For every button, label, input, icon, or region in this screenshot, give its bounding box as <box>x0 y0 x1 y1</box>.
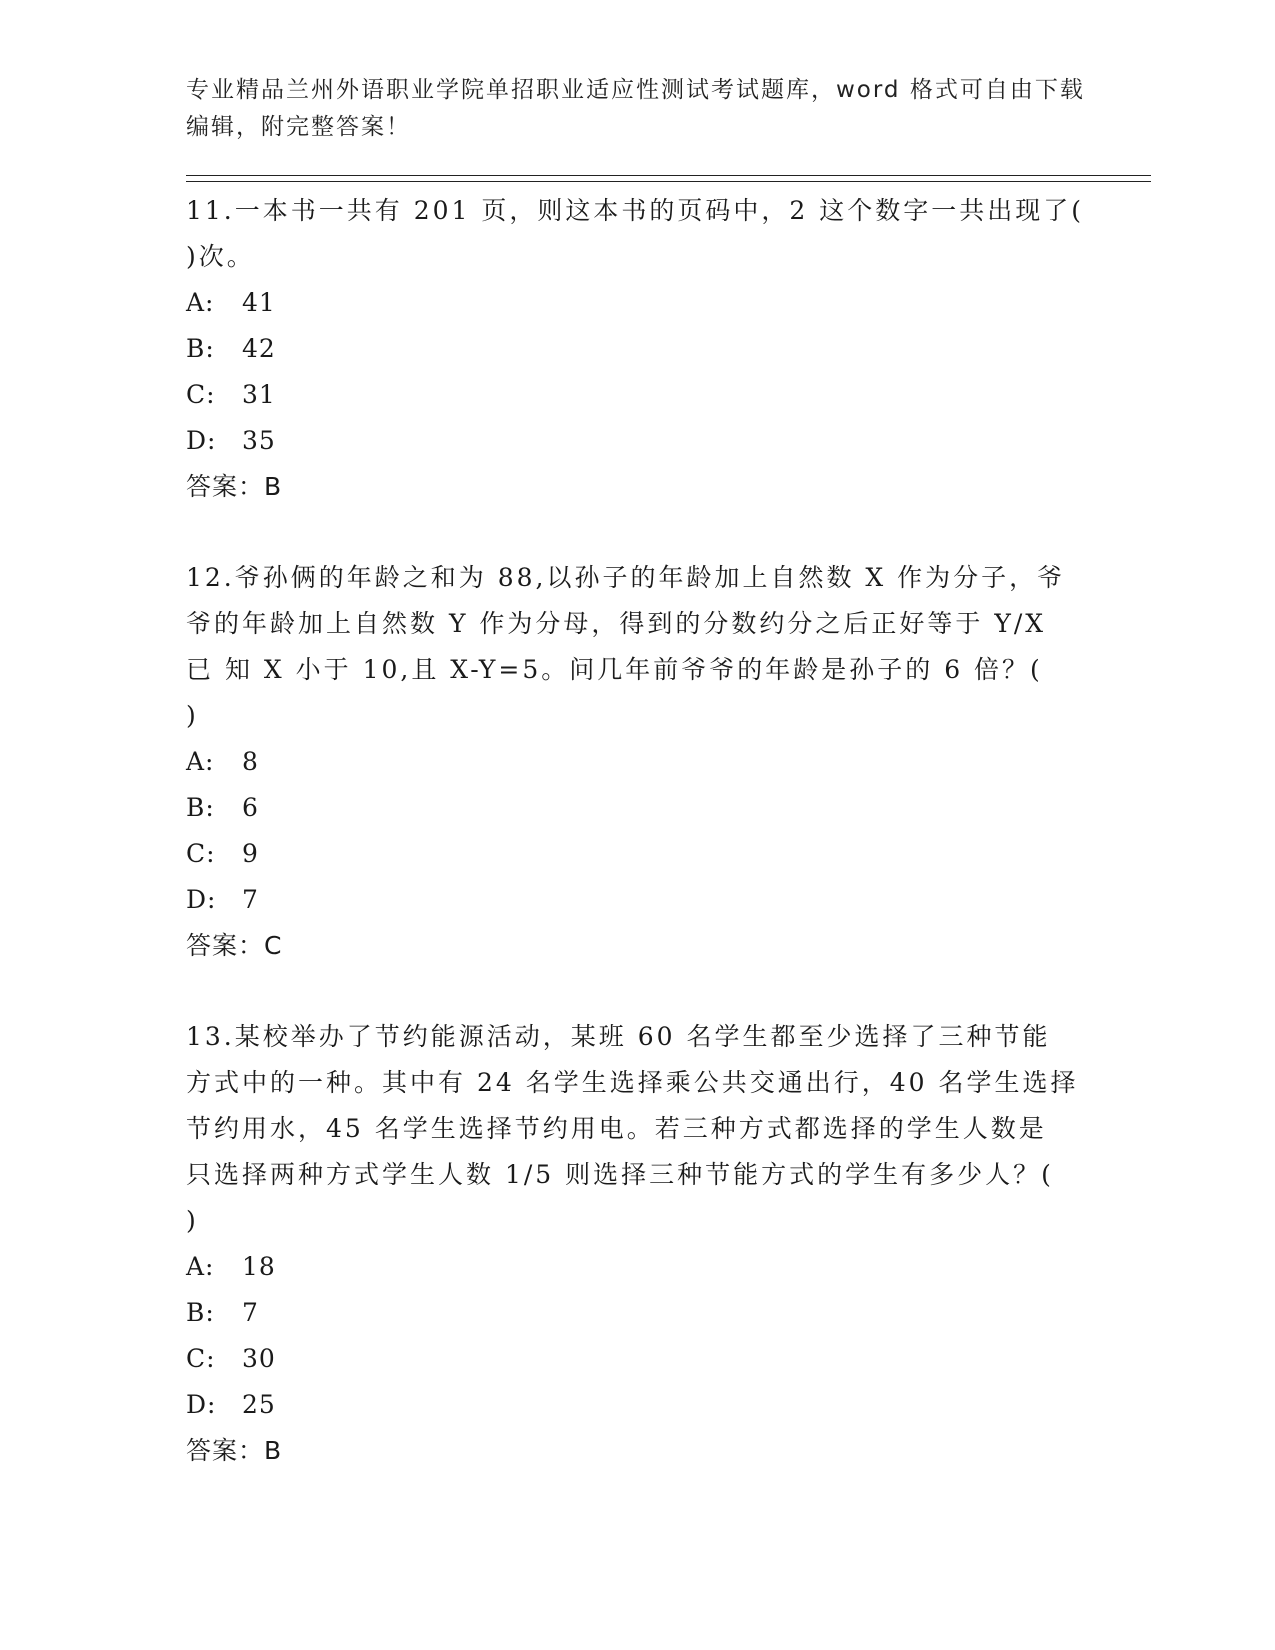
option-letter: A: <box>186 1252 215 1281</box>
option-value: 18 <box>242 1252 276 1281</box>
question-11 <box>186 188 1086 510</box>
question-text-line: 爷的年龄加上自然数 Y 作为分母，得到的分数约分之后正好等于 Y/X <box>186 609 1047 638</box>
option-value: 8 <box>242 747 259 776</box>
question-text-line: ) <box>186 1206 199 1235</box>
option-letter: C: <box>186 839 216 868</box>
option-letter: B: <box>186 334 215 363</box>
option-letter: A: <box>186 288 215 317</box>
header-divider-bottom <box>186 181 1151 182</box>
question-text-line: 节约用水，45 名学生选择节约用电。若三种方式都选择的学生人数是 <box>186 1114 1047 1143</box>
answer-line: 答案：B <box>186 472 283 501</box>
option-value: 31 <box>242 380 276 409</box>
option-value: 7 <box>242 1298 259 1327</box>
option-d <box>186 877 1086 923</box>
question-text-line: 只选择两种方式学生人数 1/5 则选择三种节能方式的学生有多少人？( <box>186 1160 1054 1189</box>
option-b <box>186 326 1086 372</box>
option-letter: D: <box>186 426 217 455</box>
option-c <box>186 372 1086 418</box>
option-b <box>186 785 1086 831</box>
question-13 <box>186 1014 1086 1474</box>
question-12 <box>186 555 1086 969</box>
question-text-line: 方式中的一种。其中有 24 名学生选择乘公共交通出行，40 名学生选择 <box>186 1068 1079 1097</box>
option-a <box>186 1244 1086 1290</box>
option-d <box>186 1382 1086 1428</box>
option-c <box>186 1336 1086 1382</box>
question-text-line: 12.爷孙俩的年龄之和为 88,以孙子的年龄加上自然数 X 作为分子，爷 <box>186 563 1066 592</box>
answer-line: 答案：B <box>186 1436 283 1465</box>
option-letter: D: <box>186 885 217 914</box>
question-text-line: )次。 <box>186 242 255 271</box>
option-letter: B: <box>186 793 215 822</box>
question-text-line: 已 知 X 小于 10,且 X-Y=5。问几年前爷爷的年龄是孙子的 6 倍？( <box>186 655 1043 684</box>
header-divider-top <box>186 175 1151 176</box>
question-text-line: ) <box>186 701 199 730</box>
option-a <box>186 739 1086 785</box>
option-letter: C: <box>186 1344 216 1373</box>
option-value: 7 <box>242 885 259 914</box>
option-b <box>186 1290 1086 1336</box>
option-d <box>186 418 1086 464</box>
option-c <box>186 831 1086 877</box>
option-value: 9 <box>242 839 259 868</box>
document-header: 专业精品兰州外语职业学院单招职业适应性测试考试题库，word 格式可自由下载编辑，附完整答案！ <box>186 77 1085 140</box>
question-text-line: 13.某校举办了节约能源活动，某班 60 名学生都至少选择了三种节能 <box>186 1022 1051 1051</box>
option-letter: C: <box>186 380 216 409</box>
option-letter: A: <box>186 747 215 776</box>
option-value: 35 <box>242 426 276 455</box>
option-a <box>186 280 1086 326</box>
answer-line: 答案：C <box>186 931 283 960</box>
option-value: 30 <box>242 1344 276 1373</box>
question-text-line: 11.一本书一共有 201 页，则这本书的页码中，2 这个数字一共出现了( <box>186 196 1084 225</box>
option-value: 25 <box>242 1390 276 1419</box>
option-value: 6 <box>242 793 259 822</box>
option-value: 42 <box>242 334 276 363</box>
option-letter: D: <box>186 1390 217 1419</box>
option-value: 41 <box>242 288 276 317</box>
option-letter: B: <box>186 1298 215 1327</box>
